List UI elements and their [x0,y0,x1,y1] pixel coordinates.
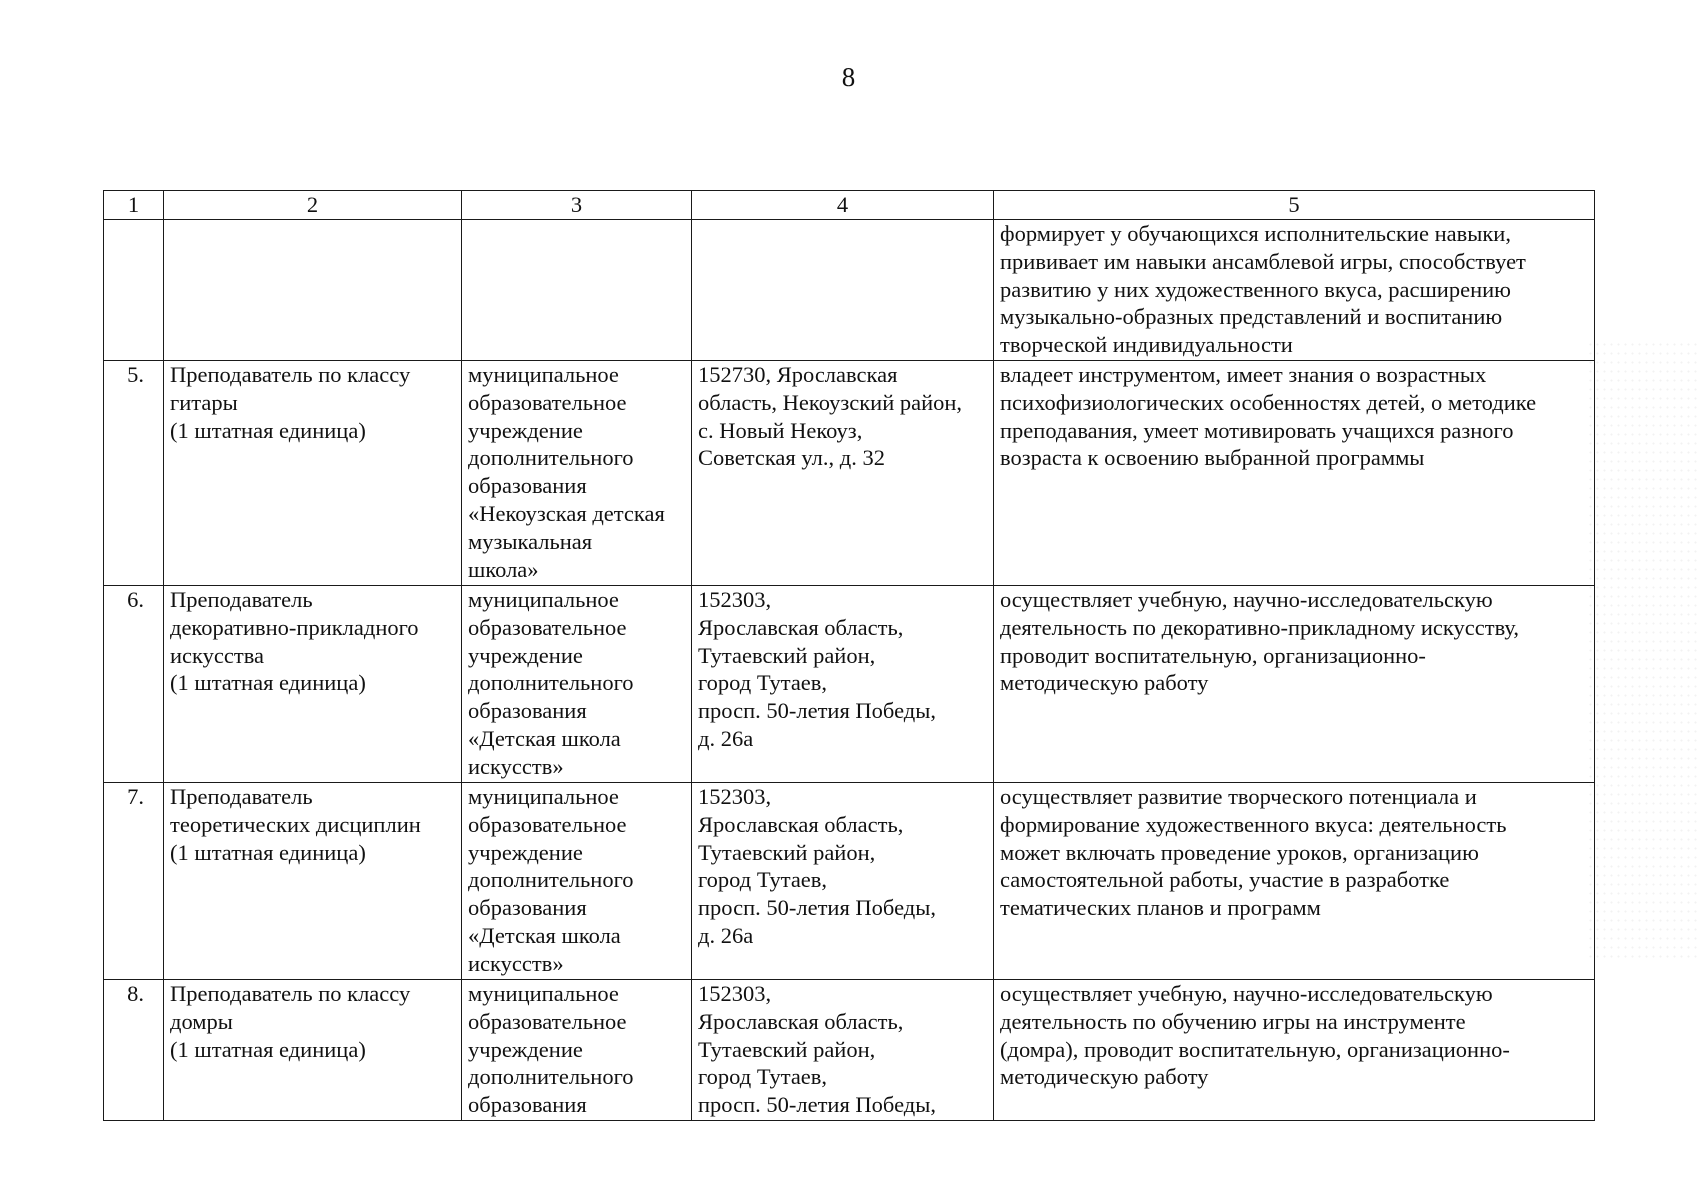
requirements-line: (домра), проводит воспитательную, организационно- [1000,1036,1510,1062]
address-line: Ярославская область, [698,614,904,640]
requirements-line: возраста к освоению выбранной программы [1000,445,1425,471]
table-row [104,586,1595,783]
position-line: Преподаватель [170,784,313,809]
address-line: 152303, [698,587,772,612]
institution-cell [462,220,692,361]
address-line: город Тутаев, [698,670,828,696]
institution-line: образовательное [468,389,627,415]
institution-line: муниципальное [468,981,619,1006]
address-cell [692,361,994,586]
requirements-line: преподавания, умеет мотивировать учащихся разного [1000,417,1514,443]
institution-line: «Детская школа [468,922,621,948]
position-line: (1 штатная единица) [170,670,366,696]
requirements-line: осуществляет учебную, научно-исследовательскую [1000,587,1493,612]
address-cell [692,783,994,980]
address-line: город Тутаев, [698,1064,828,1090]
address-line: 152303, [698,981,772,1006]
institution-line: образовательное [468,614,627,640]
institution-line: учреждение [468,839,583,865]
requirements-cell [994,220,1595,361]
address-line: 152730, Ярославская [698,362,898,387]
position-line: Преподаватель по классу [170,981,411,1006]
address-line: д. 26а [698,725,754,751]
position-cell [164,783,462,980]
address-line: 152303, [698,784,772,809]
position-line: декоративно-прикладного [170,614,419,640]
address-line: просп. 50-летия Победы, [698,895,936,921]
address-line: город Тутаев, [698,867,828,893]
row-number-cell: 8. [104,980,164,1121]
table-row [104,220,1595,361]
address-line: Тутаевский район, [698,839,876,865]
requirements-line: может включать проведение уроков, организацию [1000,839,1479,865]
address-line: просп. 50-летия Победы, [698,698,936,724]
requirements-line: развитию у них художественного вкуса, расширению [1000,276,1511,302]
requirements-line: осуществляет учебную, научно-исследовательскую [1000,981,1493,1006]
institution-line: образования [468,895,587,921]
institution-cell [462,586,692,783]
institution-line: дополнительного [468,670,634,696]
institution-line: муниципальное [468,362,619,387]
requirements-line: деятельность по декоративно-прикладному искусству, [1000,614,1520,640]
requirements-cell [994,586,1595,783]
requirements-line: владеет инструментом, имеет знания о возрастных [1000,362,1487,387]
position-cell [164,980,462,1121]
institution-line: искусств» [468,753,564,779]
position-cell [164,361,462,586]
address-line: Советская ул., д. 32 [698,445,885,471]
requirements-line: прививает им навыки ансамблевой игры, способствует [1000,248,1526,274]
address-cell [692,980,994,1121]
requirements-line: деятельность по обучению игры на инструменте [1000,1008,1466,1034]
institution-line: учреждение [468,417,583,443]
position-line: домры [170,1008,233,1034]
institution-line: учреждение [468,1036,583,1062]
address-cell [692,586,994,783]
requirements-line: методическую работу [1000,670,1209,696]
institution-line: образования [468,698,587,724]
row-number-cell: 6. [104,586,164,783]
header-cell-col4: 4 [692,191,994,220]
header-cell-col1: 1 [104,191,164,220]
address-line: с. Новый Некоуз, [698,417,863,443]
header-cell-col5: 5 [994,191,1595,220]
institution-line: муниципальное [468,587,619,612]
institution-line: образовательное [468,1008,627,1034]
requirements-cell [994,980,1595,1121]
address-line: Ярославская область, [698,811,904,837]
position-line: искусства [170,642,265,668]
requirements-line: музыкально-образных представлений и воспитанию [1000,304,1503,330]
row-number-cell: 7. [104,783,164,980]
institution-line: дополнительного [468,1064,634,1090]
requirements-line: формирование художественного вкуса: деятельность [1000,811,1507,837]
institution-cell [462,361,692,586]
requirements-line: осуществляет развитие творческого потенциала и [1000,784,1477,809]
scan-noise [1587,340,1697,960]
requirements-line: тематических планов и программ [1000,895,1321,921]
institution-line: «Некоузская детская [468,500,665,526]
table-row [104,980,1595,1121]
position-cell [164,220,462,361]
address-line: д. 26а [698,922,754,948]
address-line: просп. 50-летия Победы, [698,1092,936,1118]
page-number: 8 [841,62,856,92]
header-cell-col2: 2 [164,191,462,220]
position-line: Преподаватель [170,587,313,612]
institution-cell [462,980,692,1121]
table-row [104,783,1595,980]
institution-line: образования [468,473,587,499]
position-line: (1 штатная единица) [170,417,366,443]
institution-line: муниципальное [468,784,619,809]
address-line: Ярославская область, [698,1008,904,1034]
institution-cell [462,783,692,980]
institution-line: дополнительного [468,867,634,893]
vacancy-table [103,190,1595,1121]
requirements-line: методическую работу [1000,1064,1209,1090]
position-line: гитары [170,389,238,415]
address-cell [692,220,994,361]
institution-line: школа» [468,556,539,582]
address-line: область, Некоузский район, [698,389,963,415]
institution-line: искусств» [468,950,564,976]
requirements-cell [994,361,1595,586]
requirements-line: творческой индивидуальности [1000,332,1293,358]
position-cell [164,586,462,783]
institution-line: «Детская школа [468,725,621,751]
table-row [104,361,1595,586]
row-number-cell [104,220,164,361]
address-line: Тутаевский район, [698,1036,876,1062]
table-header-row [104,191,1595,220]
requirements-line: проводит воспитательную, организационно- [1000,642,1426,668]
institution-line: образования [468,1092,587,1118]
position-line: теоретических дисциплин [170,811,421,837]
requirements-line: формирует у обучающихся исполнительские навыки, [1000,221,1511,246]
position-line: (1 штатная единица) [170,1036,366,1062]
institution-line: образовательное [468,811,627,837]
header-cell-col3: 3 [462,191,692,220]
row-number-cell: 5. [104,361,164,586]
requirements-line: психофизиологических особенностях детей, о методике [1000,389,1537,415]
position-line: (1 штатная единица) [170,839,366,865]
position-line: Преподаватель по классу [170,362,411,387]
address-line: Тутаевский район, [698,642,876,668]
requirements-cell [994,783,1595,980]
institution-line: дополнительного [468,445,634,471]
requirements-line: самостоятельной работы, участие в разработке [1000,867,1450,893]
institution-line: учреждение [468,642,583,668]
institution-line: музыкальная [468,528,593,554]
